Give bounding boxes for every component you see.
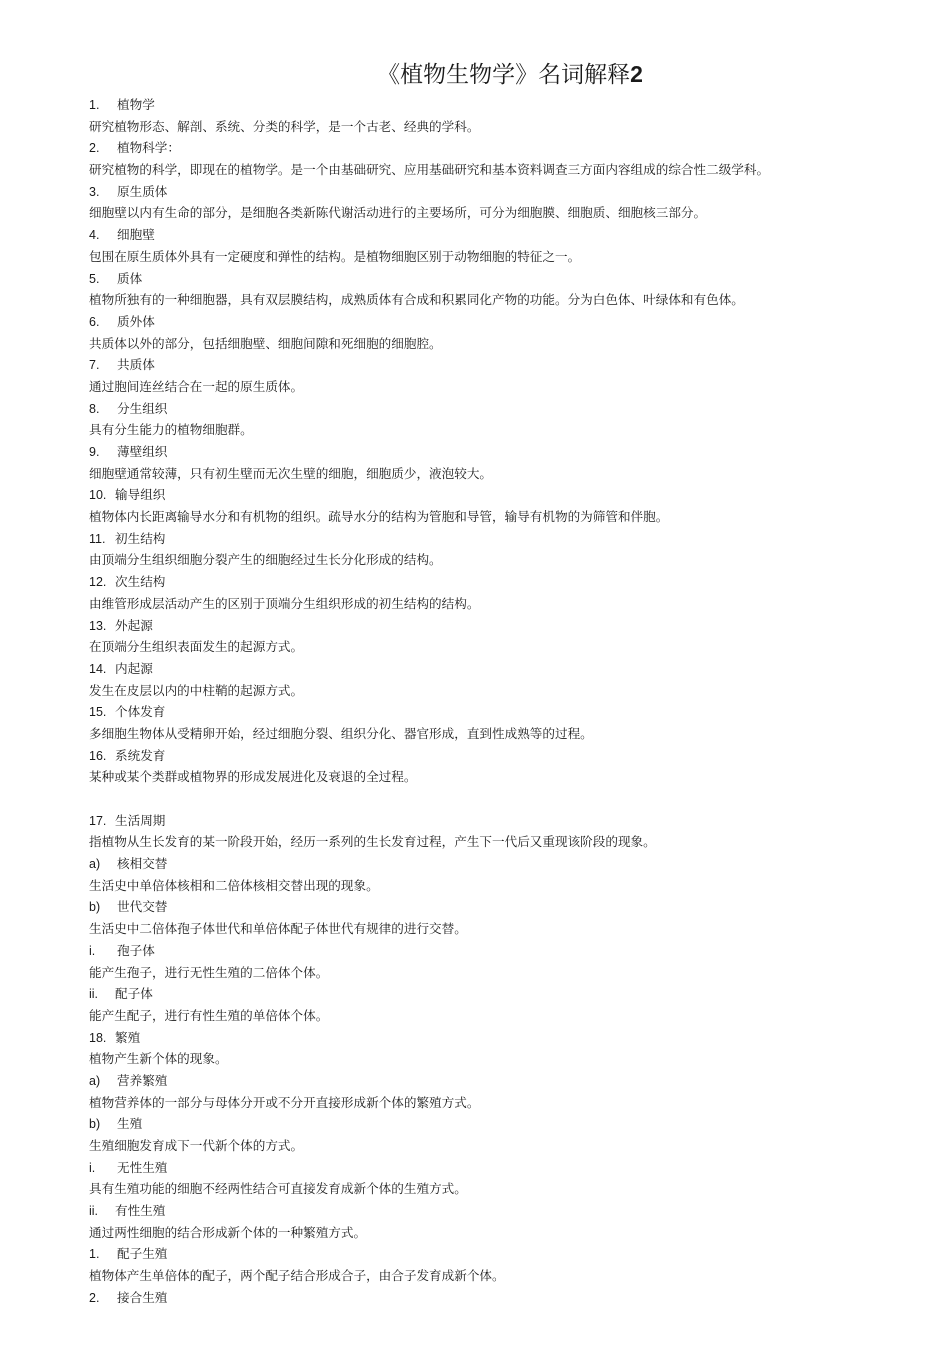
entry-definition: 植物所独有的一种细胞器，具有双层膜结构，成熟质体有合成和积累同化产物的功能。分为白色体、叶绿体和有色体。	[89, 292, 744, 308]
entry-term: 核相交替	[117, 856, 168, 872]
entry-term: 植物科学：	[117, 140, 180, 156]
entry-term: 生殖	[117, 1116, 143, 1132]
entry-number: i.	[89, 1160, 96, 1175]
entry-definition: 生活史中单倍体核相和二倍体核相交替出现的现象。	[89, 877, 379, 893]
entry-number: 17.	[89, 813, 107, 828]
entry-number: i.	[89, 943, 96, 958]
entry-number: 5.	[89, 271, 100, 286]
entry-number: 9.	[89, 445, 100, 459]
entry-definition: 植物体产生单倍体的配子，两个配子结合形成合子，由合子发育成新个体。	[89, 1268, 505, 1284]
entry-definition: 能产生配子，进行有性生殖的单倍体个体。	[89, 1007, 329, 1023]
entry-term: 个体发育	[115, 704, 166, 720]
entry-heading	[89, 484, 891, 506]
entry-term: 分生组织	[117, 400, 168, 416]
entry-number: 7.	[89, 358, 100, 373]
entry-definition: 在顶端分生组织表面发生的起源方式。	[89, 639, 304, 655]
entry-term: 质体	[117, 270, 143, 286]
entry-heading	[89, 1200, 891, 1222]
entry-definition: 研究植物的科学，即现在的植物学。是一个由基础研究、应用基础研究和基本资料调查三方面内容组成的综合性二级学科。	[89, 162, 770, 178]
entry-number: 2.	[89, 141, 100, 156]
entry-term: 细胞壁	[117, 227, 155, 243]
entry-heading	[89, 1070, 891, 1092]
entry-heading	[89, 94, 891, 116]
entry-term: 薄壁组织	[117, 444, 168, 459]
entry-term: 内起源	[115, 660, 153, 676]
entry-definition: 植物产生新个体的现象。	[89, 1051, 228, 1067]
entry-term: 初生结构	[115, 530, 166, 546]
entry-definition: 共质体以外的部分，包括细胞壁、细胞间隙和死细胞的细胞腔。	[89, 335, 442, 351]
entry-heading	[89, 701, 891, 723]
entry-number: 8.	[89, 401, 100, 416]
entry-term: 植物学	[117, 97, 155, 112]
entry-number: 2.	[89, 1290, 100, 1305]
title-number: 2	[630, 61, 643, 87]
entry-number: 18.	[89, 1030, 107, 1045]
entry-definition: 发生在皮层以内的中柱鞘的起源方式。	[89, 682, 304, 698]
entry-heading	[89, 853, 891, 875]
entry-heading	[89, 137, 891, 159]
entry-term: 生活周期	[115, 812, 166, 828]
entry-number: 10.	[89, 488, 107, 503]
entry-term: 共质体	[117, 357, 155, 373]
entry-heading	[89, 441, 891, 463]
entry-definition: 具有生殖功能的细胞不经两性结合可直接发育成新个体的生殖方式。	[89, 1181, 467, 1197]
entry-term: 输导组织	[115, 487, 166, 503]
entry-definition: 多细胞生物体从受精卵开始，经过细胞分裂、组织分化、器官形成，直到性成熟等的过程。	[89, 725, 593, 741]
entry-heading	[89, 311, 891, 333]
entry-term: 世代交替	[117, 899, 168, 915]
entry-definition: 细胞壁通常较薄，只有初生壁而无次生壁的细胞，细胞质少，液泡较大。	[89, 465, 492, 481]
entry-number: b)	[89, 900, 101, 915]
entry-list	[89, 94, 891, 1309]
entry-heading	[89, 810, 891, 832]
entry-term: 无性生殖	[117, 1159, 168, 1175]
entry-number: 13.	[89, 618, 107, 633]
entry-heading	[89, 983, 891, 1005]
entry-definition: 能产生孢子，进行无性生殖的二倍体个体。	[89, 964, 329, 980]
entry-heading	[89, 940, 891, 962]
entry-heading	[89, 528, 891, 550]
entry-number: b)	[89, 1117, 101, 1132]
entry-definition: 由顶端分生组织细胞分裂产生的细胞经过生长分化形成的结构。	[89, 552, 442, 568]
entry-heading	[89, 745, 891, 767]
entry-term: 质外体	[117, 313, 155, 329]
entry-term: 接合生殖	[117, 1289, 168, 1305]
page-title	[89, 58, 891, 90]
entry-term: 次生结构	[115, 574, 166, 590]
entry-number: 14.	[89, 661, 107, 676]
entry-term: 孢子体	[117, 942, 155, 958]
entry-definition: 指植物从生长发育的某一阶段开始，经历一系列的生长发育过程，产生下一代后又重现该阶段的现象。	[89, 834, 656, 850]
entry-definition: 植物体内长距离输导水分和有机物的组织。疏导水分的结构为管胞和导管，输导有机物的为筛管和伴胞。	[89, 509, 669, 525]
entry-definition: 通过两性细胞的结合形成新个体的一种繁殖方式。	[89, 1224, 367, 1240]
entry-number: 11.	[89, 531, 106, 546]
entry-definition: 由维管形成层活动产生的区别于顶端分生组织形成的初生结构的结构。	[89, 595, 480, 611]
entry-heading	[89, 1243, 891, 1265]
entry-number: a)	[89, 1073, 101, 1088]
entry-definition: 通过胞间连丝结合在一起的原生质体。	[89, 378, 304, 394]
entry-heading	[89, 658, 891, 680]
entry-definition: 包围在原生质体外具有一定硬度和弹性的结构。是植物细胞区别于动物细胞的特征之一。	[89, 248, 581, 264]
entry-number: 4.	[89, 228, 100, 243]
entry-number: 12.	[89, 575, 107, 590]
entry-term: 繁殖	[115, 1029, 141, 1045]
entry-definition: 植物营养体的一部分与母体分开或不分开直接形成新个体的繁殖方式。	[89, 1094, 480, 1110]
entry-heading	[89, 181, 891, 203]
entry-heading	[89, 896, 891, 918]
entry-heading	[89, 1157, 891, 1179]
entry-heading	[89, 1113, 891, 1135]
entry-definition: 生殖细胞发育成下一代新个体的方式。	[89, 1138, 304, 1153]
entry-heading	[89, 354, 891, 376]
entry-number: 15.	[89, 705, 107, 720]
entry-term: 配子体	[115, 986, 153, 1002]
entry-heading	[89, 268, 891, 290]
entry-heading	[89, 1027, 891, 1049]
entry-term: 系统发育	[115, 747, 166, 763]
entry-term: 有性生殖	[115, 1203, 166, 1219]
entry-term: 原生质体	[117, 183, 168, 199]
blank-line	[89, 788, 891, 810]
title-main: 《植物生物学》名词解释	[377, 62, 631, 88]
entry-heading	[89, 224, 891, 246]
entry-number: 16.	[89, 748, 107, 763]
entry-number: 1.	[89, 1247, 100, 1262]
entry-heading	[89, 615, 891, 637]
entry-number: 1.	[89, 98, 100, 112]
entry-term: 配子生殖	[117, 1246, 168, 1262]
entry-definition: 细胞壁以内有生命的部分，是细胞各类新陈代谢活动进行的主要场所，可分为细胞膜、细胞质、细胞核三部分。	[89, 205, 707, 221]
entry-number: ii.	[89, 987, 99, 1002]
entry-heading	[89, 571, 891, 593]
entry-term: 营养繁殖	[117, 1072, 168, 1088]
entry-term: 外起源	[115, 617, 153, 633]
entry-number: ii.	[89, 1204, 99, 1219]
entry-definition: 生活史中二倍体孢子体世代和单倍体配子体世代有规律的进行交替。	[89, 921, 467, 937]
entry-definition: 研究植物形态、解剖、系统、分类的科学，是一个古老、经典的学科。	[89, 118, 480, 134]
entry-definition: 具有分生能力的植物细胞群。	[89, 422, 253, 438]
entry-heading	[89, 398, 891, 420]
entry-number: 3.	[89, 184, 100, 199]
entry-number: a)	[89, 857, 101, 872]
entry-definition: 某种或某个类群或植物界的形成发展进化及衰退的全过程。	[89, 769, 417, 785]
entry-number: 6.	[89, 314, 100, 329]
entry-heading	[89, 1287, 891, 1309]
